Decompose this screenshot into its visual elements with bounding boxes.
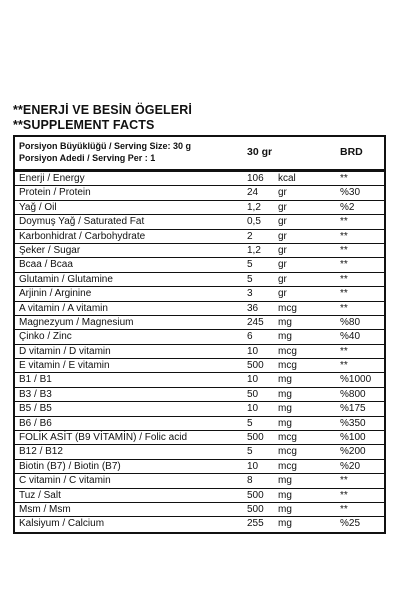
nutrient-value: 36 [247,302,259,314]
table-row [15,316,384,330]
nutrient-brd: ** [340,503,348,515]
nutrient-value: 1,2 [247,244,261,256]
table-row [15,287,384,301]
nutrient-name: E vitamin / E vitamin [19,360,110,372]
nutrient-value: 2 [247,230,253,242]
nutrient-value: 245 [247,316,264,328]
nutrient-brd: %200 [340,446,366,458]
nutrient-name: Tuz / Salt [19,489,61,501]
nutrient-value: 255 [247,518,264,530]
amount-column-header: 30 gr [247,146,273,158]
nutrient-value: 10 [247,345,259,357]
nutrient-value: 500 [247,503,264,515]
nutrient-unit: mcg [278,302,297,314]
nutrient-brd: %1000 [340,374,372,386]
nutrient-value: 10 [247,403,259,415]
nutrient-unit: mg [278,489,292,501]
nutrient-name: Enerji / Energy [19,173,85,184]
nutrient-brd: ** [340,273,348,285]
table-row [15,359,384,373]
table-row [15,201,384,215]
nutrient-unit: mg [278,518,292,530]
table-row [15,388,384,402]
serving-info [19,140,191,164]
nutrient-value: 1,2 [247,201,261,213]
table-row [15,230,384,244]
table-row [15,186,384,200]
table-row [15,431,384,445]
nutrient-unit: gr [278,216,287,228]
nutrient-name: Doymuş Yağ / Saturated Fat [19,216,145,228]
nutrient-name: Arjinin / Arginine [19,288,92,300]
table-row [15,330,384,344]
label-titles [13,103,393,133]
nutrient-unit: mg [278,403,292,415]
nutrient-value: 8 [247,475,253,487]
nutrient-unit: mg [278,417,292,429]
table-row [15,503,384,517]
nutrient-unit: mg [278,374,292,386]
table-row [15,489,384,503]
supplement-facts-table [13,135,386,534]
nutrient-unit: mcg [278,345,297,357]
nutrient-brd: %2 [340,201,355,213]
nutrient-unit: gr [278,230,287,242]
nutrient-unit: gr [278,201,287,213]
nutrient-brd: ** [340,216,348,228]
nutrient-name: B1 / B1 [19,374,52,386]
table-row [15,474,384,488]
table-row [15,258,384,272]
nutrient-brd: %350 [340,417,366,429]
nutrient-unit: gr [278,288,287,300]
nutrient-brd: ** [340,360,348,372]
brd-column-header: BRD [340,146,363,158]
table-row [15,417,384,431]
nutrient-unit: mg [278,475,292,487]
table-row [15,517,384,531]
table-row [15,273,384,287]
nutrient-value: 5 [247,259,253,271]
nutrient-brd: ** [340,302,348,314]
nutrient-name: B6 / B6 [19,417,52,429]
nutrient-name: C vitamin / C vitamin [19,475,111,487]
table-row [15,302,384,316]
nutrient-unit: gr [278,244,287,256]
nutrient-brd: %40 [340,331,361,343]
nutrient-name: Bcaa / Bcaa [19,259,73,271]
table-row [15,373,384,387]
nutrient-unit: mcg [278,460,297,472]
nutrient-name: FOLİK ASİT (B9 VİTAMİN) / Folic acid [19,432,188,444]
nutrient-unit: mg [278,316,292,328]
nutrient-unit: gr [278,273,287,285]
nutrient-name: Glutamin / Glutamine [19,273,113,285]
nutrient-unit: mcg [278,360,297,372]
nutrient-unit: mcg [278,432,297,444]
nutrient-name: Protein / Protein [19,187,91,199]
nutrient-value: 500 [247,360,264,372]
nutrient-brd: %100 [340,432,366,444]
nutrient-name: Msm / Msm [19,503,71,515]
nutrient-unit: mg [278,331,292,343]
nutrient-brd: %20 [340,460,361,472]
nutrient-name: Şeker / Sugar [19,244,81,256]
nutrient-name: B12 / B12 [19,446,63,458]
serving-size: Porsiyon Büyüklüğü / Serving Size: 30 g [19,141,192,151]
nutrient-name: Çinko / Zinc [19,331,72,343]
table-row [15,345,384,359]
nutrient-name: B3 / B3 [19,388,52,400]
nutrient-unit: gr [278,259,287,271]
title-turkish: **ENERJİ VE BESİN ÖGELERİ [13,103,192,117]
nutrient-brd: %800 [340,388,366,400]
nutrient-unit: gr [278,187,287,199]
nutrient-name: Biotin (B7) / Biotin (B7) [19,460,121,472]
nutrient-unit: mg [278,503,292,515]
nutrient-value: 50 [247,388,259,400]
nutrient-name: Magnezyum / Magnesium [19,316,134,328]
table-row [15,172,384,186]
table-row [15,244,384,258]
nutrient-brd: ** [340,173,348,184]
nutrient-brd: %25 [340,518,361,530]
nutrient-name: Karbonhidrat / Carbohydrate [19,230,146,242]
nutrient-value: 500 [247,489,264,501]
nutrient-brd: %175 [340,403,366,415]
nutrient-brd: ** [340,230,348,242]
nutrient-brd: ** [340,288,348,300]
nutrient-brd: %30 [340,187,361,199]
nutrient-name: Kalsiyum / Calcium [19,518,105,530]
table-row [15,460,384,474]
nutrient-rows [15,172,384,532]
nutrient-unit: kcal [278,173,296,184]
nutrient-value: 24 [247,187,259,199]
nutrient-value: 10 [247,374,259,386]
nutrient-name: B5 / B5 [19,403,52,415]
nutrient-value: 5 [247,446,253,458]
nutrient-value: 106 [247,173,264,184]
nutrient-brd: ** [340,489,348,501]
nutrient-name: A vitamin / A vitamin [19,302,108,314]
table-row [15,445,384,459]
nutrient-value: 5 [247,417,253,429]
nutrient-unit: mcg [278,446,297,458]
nutrient-brd: ** [340,244,348,256]
nutrient-brd: %80 [340,316,361,328]
table-row [15,215,384,229]
nutrient-value: 5 [247,273,253,285]
table-row [15,402,384,416]
facts-header [15,137,384,172]
nutrient-unit: mg [278,388,292,400]
nutrient-value: 3 [247,288,253,300]
nutrient-brd: ** [340,345,348,357]
nutrient-value: 500 [247,432,264,444]
nutrient-value: 6 [247,331,253,343]
servings-per: Porsiyon Adedi / Serving Per : 1 [19,153,156,163]
title-english: **SUPPLEMENT FACTS [13,118,155,132]
nutrient-name: D vitamin / D vitamin [19,345,111,357]
nutrient-brd: ** [340,475,348,487]
nutrient-value: 10 [247,460,259,472]
nutrient-value: 0,5 [247,216,261,228]
nutrient-name: Yağ / Oil [19,201,57,213]
nutrient-brd: ** [340,259,348,271]
